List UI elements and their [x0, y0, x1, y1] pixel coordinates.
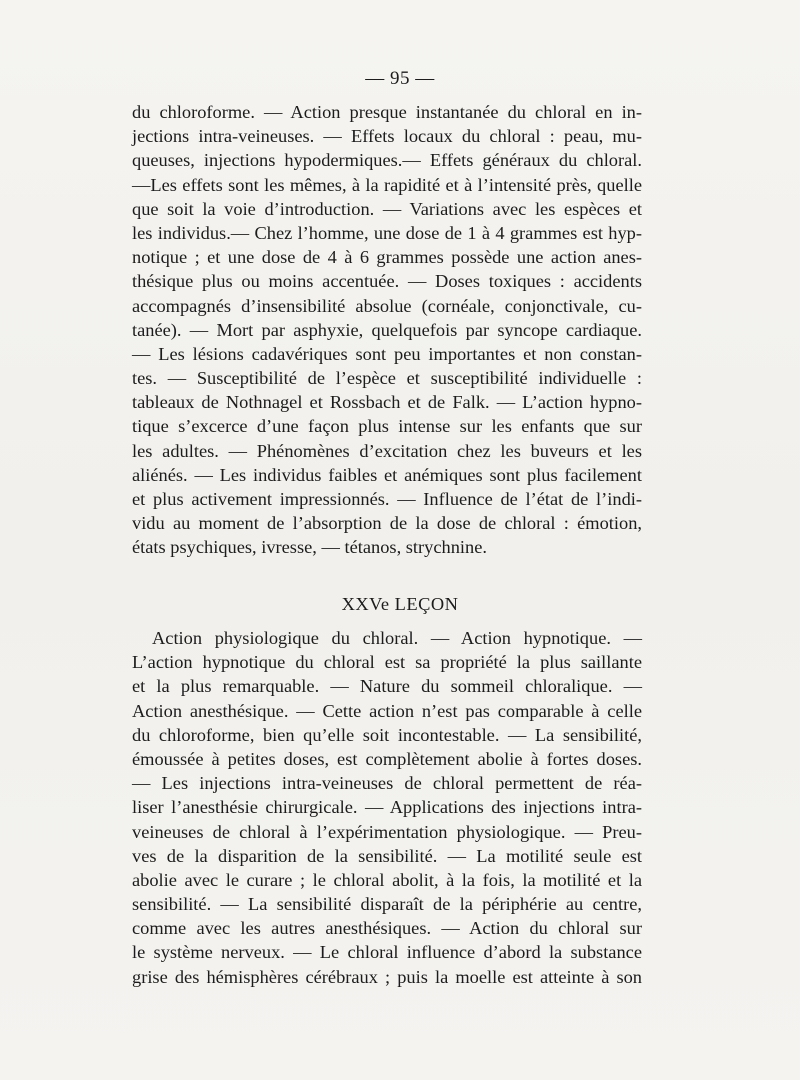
text-line: les adultes. — Phénomènes d’excitation chez les buveurs et les [132, 440, 642, 461]
text-line: tes. — Susceptibilité de l’espèce et susceptibilité individuelle : [132, 368, 642, 389]
text-line: aliénés. — Les individus faibles et anémiques sont plus facilement [132, 464, 642, 485]
text-line: thésique plus ou moins accentuée. — Doses toxiques : accidents [132, 271, 642, 292]
text-line: liser l’anesthésie chirurgicale. — Applications des injections intra- [132, 797, 642, 818]
text-line: vidu au moment de l’absorption de la dose de chloral : émotion, [132, 513, 642, 534]
text-line: et plus activement impressionnés. — Influence de l’état de l’indi- [132, 489, 642, 509]
text-line: du chloroforme, bien qu’elle soit incontestable. — La sensibilité, [132, 724, 642, 745]
text-line: L’action hypnotique du chloral est sa propriété la plus saillante [132, 652, 642, 673]
lesson-summary-paragraph [132, 626, 642, 989]
text-line: jections intra-veineuses. — Effets locaux du chloral : peau, mu- [132, 126, 642, 147]
text-line: Action anesthésique. — Cette action n’est pas comparable à celle [132, 700, 642, 721]
text-line: les individus.— Chez l’homme, une dose de 1 à 4 grammes est hyp- [132, 222, 642, 243]
text-line: grise des hémisphères cérébraux ; puis la moelle est atteinte à son [132, 966, 642, 987]
text-line: — Les injections intra-veineuses de chloral permettent de réa- [132, 773, 642, 794]
text-line: comme avec les autres anesthésiques. — Action du chloral sur [132, 918, 642, 939]
page-number: — 95 — [365, 68, 435, 89]
text-line: et la plus remarquable. — Nature du sommeil chloralique. — [132, 676, 642, 697]
text-line: queuses, injections hypodermiques.— Effets généraux du chloral. [132, 150, 642, 171]
text-line: —Les effets sont les mêmes, à la rapidité et à l’intensité près, quelle [132, 174, 642, 195]
text-line: sensibilité. — La sensibilité disparaît de la périphérie au centre, [132, 894, 642, 915]
summary-paragraph-continued [132, 100, 642, 560]
text-line: accompagnés d’insensibilité absolue (cornéale, conjonctivale, cu- [132, 295, 642, 316]
text-line: tableaux de Nothnagel et Rossbach et de Falk. — L’action hypno- [132, 392, 642, 413]
text-line: ves de la disparition de la sensibilité. — La motilité seule est [132, 845, 642, 866]
text-line: Action physiologique du chloral. — Action hypnotique. — [152, 628, 642, 648]
text-line: veineuses de chloral à l’expérimentation physiologique. — Preu- [132, 821, 642, 842]
text-line: abolie avec le curare ; le chloral abolit, à la fois, la motilité et la [132, 869, 642, 890]
text-line: le système nerveux. — Le chloral influence d’abord la substance [132, 942, 642, 963]
text-line: — Les lésions cadavériques sont peu importantes et non constan- [132, 343, 642, 364]
lesson-heading: XXVe LEÇON [341, 594, 459, 614]
text-line: tanée). — Mort par asphyxie, quelquefois par syncope cardiaque. [132, 319, 642, 340]
text-line: du chloroforme. — Action presque instantanée du chloral en in- [132, 102, 642, 122]
text-line: émoussée à petites doses, est complètement abolie à fortes doses. [132, 748, 642, 769]
text-line: notique ; et une dose de 4 à 6 grammes possède une action anes- [132, 247, 642, 268]
text-line: états psychiques, ivresse, — tétanos, strychnine. [132, 537, 487, 558]
text-line: que soit la voie d’introduction. — Variations avec les espèces et [132, 198, 642, 219]
text-line: tique s’excerce d’une façon plus intense sur les enfants que sur [132, 416, 642, 437]
